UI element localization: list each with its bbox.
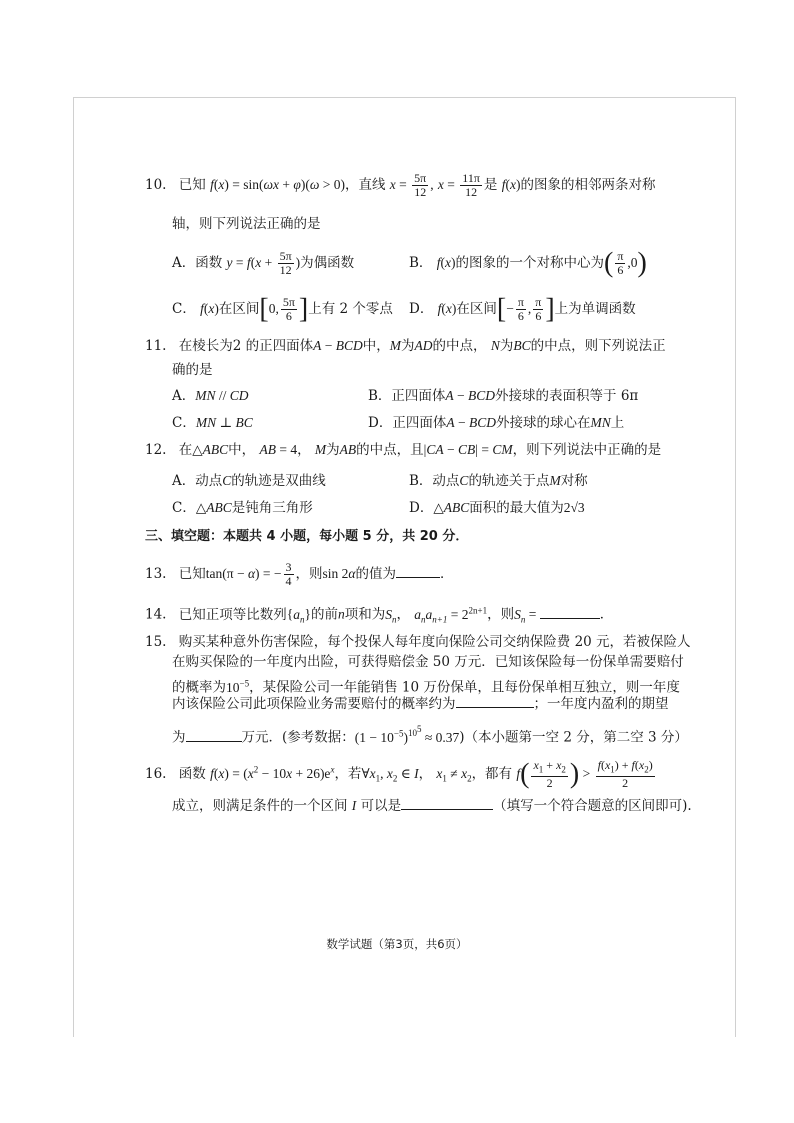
- q15-answer-blank-1[interactable]: [456, 693, 534, 708]
- question-16: 16. 函数 $f(x) = (x^2 - 10x + 26)e^x$，若$\forall x_1$, $x_2$ ∈ I， $x_1 \ne x_2$，都有 f( $\frac{x_1 + x_2}{2}$ ) > $\frac{f(x_1) + f(x_2)}{2}$: [145, 758, 653, 791]
- q10-option-b: B． f(x)的图象的一个对称中心为( $\frac{\pi}{6}$ ,0): [409, 247, 647, 279]
- q10-option-c: C． f(x)在区间[0, $\frac{5\pi}{6}$ ]上有 2 个零点: [172, 293, 393, 325]
- question-10-cont: 轴，则下列说法正确的是: [172, 216, 321, 232]
- question-10: 10. 已知 f(x) = sin(ωx + φ)(ω > 0)，直线 x = $\frac{5\pi}{12}$ , x = $\frac{11\pi}{12}$ 是 f(x)的图象的相邻两条对称: [145, 171, 656, 199]
- q16-answer-blank[interactable]: [401, 795, 493, 810]
- question-16-line-2: 成立，则满足条件的一个区间 I 可以是 （填写一个符合题意的区间即可).: [172, 795, 692, 816]
- question-15-line-2: 在购买保险的一年度内出险，可获得赔偿金 50 万元．已知该保险每一份保单需要赔付: [172, 654, 684, 670]
- section-3-heading: 三、填空题：本题共 4 小题，每小题 5 分，共 20 分．: [145, 529, 469, 544]
- question-15-line-5: 为 万元．(参考数据：$(1 - 10^{-5})^{10^5} \approx 0.37$)（本小题第一空 2 分，第二空 3 分）: [172, 724, 688, 746]
- question-14: 14. 已知正项等比数列$\{a_n\}$的前n项和为$S_n$， $a_na_{n+1} = 2^{2n+1}$，则$S_n$ = ．: [145, 605, 614, 625]
- q12-option-b: B．动点C的轨迹关于点M对称: [409, 473, 588, 489]
- q10-option-a: A．函数 y = f(x + $\frac{5\pi}{12}$ )为偶函数: [172, 249, 355, 277]
- q13-answer-blank[interactable]: [396, 563, 440, 578]
- q11-option-b: B．正四面体A − BCD外接球的表面积等于 6π: [368, 388, 639, 404]
- question-13: 13. 已知tan(π − α) = − $\frac{3}{4}$ ，则sin 2α的值为 ．: [145, 560, 454, 588]
- q12-option-c: C．△ABC是钝角三角形: [172, 500, 313, 516]
- q12-option-d: D．△ABC面积的最大值为2√3: [409, 500, 585, 516]
- question-15-line-4: 内该保险公司此项保险业务需要赔付的概率约为 ；一年度内盈利的期望: [172, 693, 669, 714]
- q15-answer-blank-2[interactable]: [186, 727, 242, 742]
- q11-option-c: C．MN ⊥ BC: [172, 415, 253, 431]
- question-12: 12. 在△ABC中， AB = 4， M为AB的中点，且|CA − CB| = CM，则下列说法中正确的是: [145, 442, 662, 458]
- question-11: 11. 在棱长为2 的正四面体A − BCD中，M为AD的中点， N为BC的中点，则下列说法正: [145, 338, 666, 354]
- q10-option-d: D． f(x)在区间[− $\frac{\pi}{6}$ , $\frac{\pi}{6}$ ]上为单调函数: [409, 293, 636, 325]
- q14-answer-blank[interactable]: [540, 604, 600, 619]
- question-15: 15. 购买某种意外伤害保险，每个投保人每年度向保险公司交纳保险费 20 元，若被保险人: [145, 634, 691, 650]
- q12-option-a: A．动点C的轨迹是双曲线: [172, 473, 326, 489]
- q11-option-a: A．MN // CD: [172, 388, 249, 404]
- q11-option-d: D．正四面体A − BCD外接球的球心在MN上: [368, 415, 625, 431]
- page-footer: 数学试题（第3页，共6页）: [326, 937, 468, 951]
- question-15-line-3: 的概率为$10^{-5}$，某保险公司一年能销售 10 万份保单，且每份保单相互独立，则一年度: [172, 678, 680, 696]
- question-11-cont: 确的是: [172, 362, 213, 378]
